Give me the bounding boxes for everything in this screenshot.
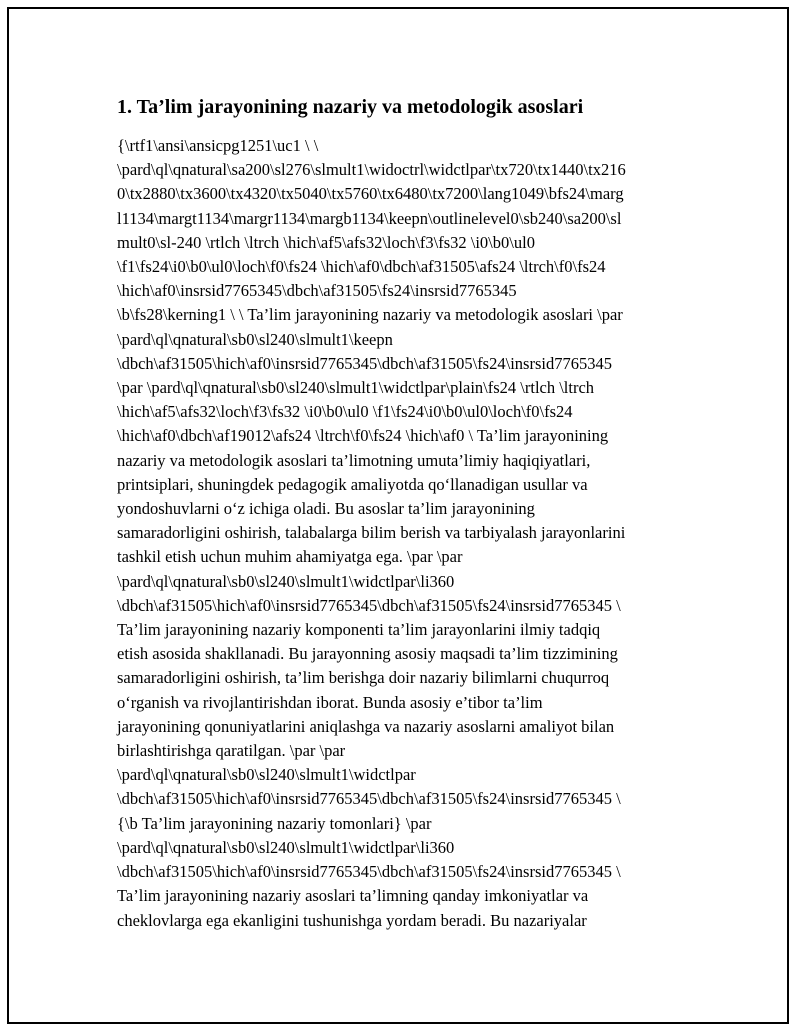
text-line: \dbch\af31505\hich\af0\insrsid7765345\dbch\af31505\fs24\insrsid7765345 \ [117, 862, 621, 882]
text-line: \b\fs28\kerning1 \ \ Ta’lim jarayonining nazariy va metodologik asoslari \par [117, 305, 623, 325]
text-line: \pard\ql\qnatural\sa200\sl276\slmult1\widoctrl\widctlpar\tx720\tx1440\tx216 [117, 160, 626, 180]
body-text [117, 134, 689, 933]
text-line: \pard\ql\qnatural\sb0\sl240\slmult1\widctlpar\li360 [117, 837, 455, 857]
text-line: {\rtf1\ansi\ansicpg1251\uc1 \ \ [117, 136, 319, 155]
text-line: \hich\af0\dbch\af19012\afs24 \ltrch\f0\fs24 \hich\af0 \ Ta’lim jarayonining [117, 426, 609, 446]
text-line: \pard\ql\qnatural\sb0\sl240\slmult1\widctlpar [117, 765, 416, 785]
text-line: \hich\af0\insrsid7765345\dbch\af31505\fs24\insrsid7765345 [117, 281, 517, 301]
text-line: cheklovlarga ega ekanligini tushunishga yordam beradi. Bu nazariyalar [117, 910, 587, 930]
text-line: \dbch\af31505\hich\af0\insrsid7765345\dbch\af31505\fs24\insrsid7765345 \ [117, 789, 621, 809]
text-line: printsiplari, shuningdek pedagogik amaliyotda qo‘llanadigan usullar va [117, 474, 588, 494]
text-line: \f1\fs24\i0\b0\ul0\loch\f0\fs24 \hich\af0\dbch\af31505\afs24 \ltrch\f0\fs24 [117, 257, 606, 277]
text-line: \dbch\af31505\hich\af0\insrsid7765345\dbch\af31505\fs24\insrsid7765345 [117, 353, 612, 373]
document-body [117, 92, 689, 933]
text-line: {\b Ta’lim jarayonining nazariy tomonlari} \par [117, 813, 432, 833]
text-line: \hich\af5\afs32\loch\f3\fs32 \i0\b0\ul0 \f1\fs24\i0\b0\ul0\loch\f0\fs24 [117, 402, 573, 422]
text-line: birlashtirishga qaratilgan. \par \par [117, 741, 346, 761]
text-line: tashkil etish uchun muhim ahamiyatga ega. \par \par [117, 547, 463, 567]
text-line: nazariy va metodologik asoslari ta’limotning umuta’limiy haqiqiyatlari, [117, 450, 591, 470]
text-line: \pard\ql\qnatural\sb0\sl240\slmult1\widctlpar\li360 [117, 571, 455, 591]
section-heading: 1. Ta’lim jarayonining nazariy va metodologik asoslari [117, 96, 584, 118]
text-line: mult0\sl-240 \rtlch \ltrch \hich\af5\afs32\loch\f3\fs32 \i0\b0\ul0 [117, 232, 535, 252]
text-line: Ta’lim jarayonining nazariy asoslari ta’limning qanday imkoniyatlar va [117, 886, 589, 906]
text-line: \dbch\af31505\hich\af0\insrsid7765345\dbch\af31505\fs24\insrsid7765345 \ [117, 595, 621, 615]
text-line: Ta’lim jarayonining nazariy komponenti ta’lim jarayonlarini ilmiy tadqiq [117, 620, 601, 640]
text-line: o‘rganish va rivojlantirishdan iborat. Bunda asosiy e’tibor ta’lim [117, 692, 543, 712]
text-line: samaradorligini oshirish, ta’lim berishga doir nazariy bilimlarni chuqurroq [117, 668, 610, 688]
text-line: samaradorligini oshirish, talabalarga bilim berish va tarbiyalash jarayonlarini [117, 523, 626, 543]
text-line: 0\tx2880\tx3600\tx4320\tx5040\tx5760\tx6480\tx7200\lang1049\bfs24\marg [117, 184, 624, 204]
text-line: \par \pard\ql\qnatural\sb0\sl240\slmult1\widctlpar\plain\fs24 \rtlch \ltrch [117, 378, 595, 398]
text-line: yondoshuvlarni o‘z ichiga oladi. Bu asoslar ta’lim jarayonining [117, 499, 535, 519]
text-line: l1134\margt1134\margr1134\margb1134\keepn\outlinelevel0\sb240\sa200\sl [117, 208, 622, 228]
text-line: etish asosida shakllanadi. Bu jarayonning asosiy maqsadi ta’lim tizzimining [117, 644, 618, 664]
text-line: \pard\ql\qnatural\sb0\sl240\slmult1\keepn [117, 329, 393, 349]
text-line: jarayonining qonuniyatlarini aniqlashga va nazariy asoslarni amaliyot bilan [117, 716, 615, 736]
